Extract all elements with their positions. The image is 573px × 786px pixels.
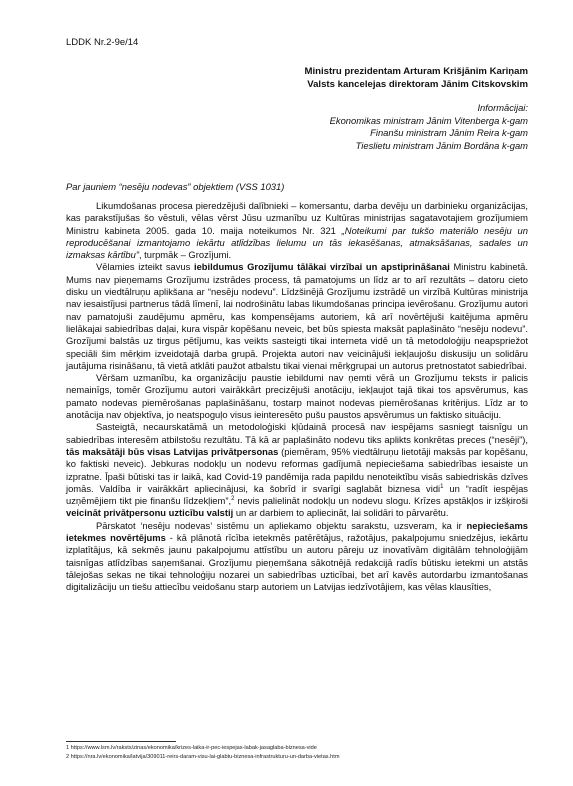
footnote-ref-2[interactable]: 2 xyxy=(231,496,235,502)
info-recipient-finance: Finanšu ministram Jānim Reira k-gam xyxy=(370,127,528,138)
trust-emphasis: veicināt privātpersonu uzticību valstij xyxy=(66,507,234,519)
objection-emphasis: iebildumus Grozījumu tālākai virzībai un apstiprināšanai xyxy=(193,261,450,273)
info-recipient-economics: Ekonomikas ministram Jānim Vitenberga k-gam xyxy=(329,114,528,126)
footnote-1[interactable]: 1 https://www.lsm.lv/raksts/zinas/ekonomika/krizes-laika-ir-pec-iespejas-labak-jasaglaba-biznesa-vide xyxy=(66,745,317,751)
footnote-2[interactable]: 2 https://nra.lv/ekonomika/latvija/309011-reirs-daram-visu-lai-glabtu-biznesa-infrastrukturu-un-darba-vietas.htm xyxy=(66,754,340,760)
footnote-ref-1[interactable]: 1 xyxy=(440,483,444,490)
payers-emphasis: tās maksātāji būs visas Latvijas privātpersonas xyxy=(66,445,279,457)
addressee-prime-minister: Ministru prezidentam Arturam Krišjānim Kariņam xyxy=(304,66,528,77)
letter-body xyxy=(66,200,528,594)
impact-assessment-emphasis: nepieciešams ietekmes novērtējums xyxy=(66,519,528,544)
information-recipients xyxy=(330,102,528,152)
addressee-block xyxy=(304,66,528,91)
letter-subject: Par jauniem “nesēju nodevas” objektiem (VSS 1031) xyxy=(66,181,285,192)
document-reference: LDDK Nr.2-9e/14 xyxy=(66,37,139,48)
info-recipient-justice: Tieslietu ministram Jānim Bordāna k-gam xyxy=(355,139,528,151)
info-label: Informācijai: xyxy=(477,102,528,113)
paragraph-4: Sasteigtā, necaurskatāmā un metodoloģiski kļūdainā procesā nav iespējams sasniegt taisnīgu un sabiedrības interesēm atbilstošu rezultātu. Tā kā ar paplašināto nodevu tiks aplikts konkrētas preces (“nesēji”), tās maksātāji būs visas Latvijas privātpersonas (piemēram, 95% viedtālruņu lietotāji maksās par kopēšanu, ko faktiski neveic). Jebkuras nodokļu un nodevu reformas gadījumā nepieciešama sabiedrības iesaiste un izpratne. Īpaši būtiski tas ir laikā, kad Covid-19 pandēmija rada papildu nenoteiktību visās sabiedriskās dzīves jomās. Valdība ir vairākkārt apliecinājusi, ka šobrīd ir svarīgi saglabāt biznesa vidi$^1$ un “radīt iespējas uzņēmējiem tikt pie finanšu līdzekļiem”,$^2$ nevis palielināt nodokļu un nodevu slogu. Krīzes apstākļos ir izšķiroši veicināt privātpersonu uzticību valstij un ar darbiem to apliecināt, lai solidāri to pārvarētu. xyxy=(66,421,528,519)
regulation-title: „Noteikumi par tukšo materiālo nesēju un reproducēšanai izmantojamo iekārtu atlīdzības lielumu un tās iekasēšanas, atmaksāšanas, sadales un izmaksas kārtību” xyxy=(66,224,528,261)
paragraph-2: Vēlamies izteikt savus iebildumus Grozījumu tālākai virzībai un apstiprināšanai Ministru kabinetā. Mums nav pieņemams Grozījumu izstrādes process, tā pamatojums un līdz ar to arī rezultāts – datoru cieto disku un viedtālruņu aplikšana ar “nesēju nodevu”. Līdzšinējā Grozījumu izstrādē un virzībā Kultūras ministrija nav iesaistījusi partnerus tādā līmenī, lai nodrošinātu labas likumdošanas principa ievērošanu. Grozījumu autori nav pamatojuši zaudējumu apmēru, kas kompensējams autoriem, kā arī novērtējuši kaitējuma apmēru lielākajai sabiedrības daļai, kura vispār kopēšanu neveic, bet būs spiesta maksāt paplašināto “nesēju nodevu”. Grozījumi balstās uz tirgus pētījumu, kas veikts sasteigti tikai interneta vidē un tā metodoloģiju neapspriežot speciāli šim mērķim izveidotajā darba grupā. Projekta autori nav veicinājuši iekļaujošu diskusiju un solidāru jautājuma risināšanu, tā vietā atklāti paužot atbalstu tikai vienai mērķgrupai un autorus pretnostatot sabiedrībai. xyxy=(66,261,529,371)
paragraph-3: Vēršam uzmanību, ka organizāciju paustie iebildumi nav ņemti vērā un Grozījumu teksts ir palicis nemainīgs, tomēr Grozījumu autori vairākkārt precizējuši anotāciju, iekļaujot tajā tikai tos apsvērumus, kas pamato nodevas piemērošanas paplašināšanu, tostarp mainot nodevas piemērošanas kritērijus. Līdz ar to anotācija nav objektīva, jo neatspoguļo visus ieinteresēto pušu paustos apsvērumus un faktisko situāciju. xyxy=(66,372,528,421)
paragraph-5: Pārskatot ‘nesēju nodevas’ sistēmu un apliekamo objektu sarakstu, uzsveram, ka ir nepieciešams ietekmes novērtējums - kā plānotā rīcība ietekmēs patērētājus, ražotājus, pakalpojumu sniedzējus, iekārtu izplatītājus, kā sekmēs jaunu pakalpojumu attīstību un autoru pāreju uz inovatīvām digitālām tehnoloģijām taisnīgas atlīdzības saņemšanai. Grozījumu pieņemšana sākotnējā redakcijā radīs būtisku ietekmi un atstās tālejošas sekas ne tikai tehnoloģiju nozarei un sabiedrības uzticībai, bet arī kavēs autordarbu izmantošanas digitalizāciju un tiešu attiecību veidošanu starp autoriem un Latvijas iedzīvotājiem, kas vēlas klausīties, xyxy=(66,519,529,593)
footnote-divider xyxy=(66,741,176,742)
addressee-chancery-director: Valsts kancelejas direktoram Jānim Citskovskim xyxy=(307,78,528,90)
paragraph-1: Likumdošanas procesa pieredzējuši dalībnieki – komersantu, darba devēju un darbinieku organizācijas, kas parakstījušas šo vēstuli, vēlas vērst Jūsu uzmanību uz Kultūras ministrijas sagatavotajiem grozījumiem Ministru kabineta 2005. gada 10. maija noteikumos Nr. 321 „Noteikumi par tukšo materiālo nesēju un reproducēšanai izmantojamo iekārtu atlīdzības lielumu un tās iekasēšanas, atmaksāšanas, sadales un izmaksas kārtību”, turpmāk – Grozījumi. xyxy=(66,200,528,261)
